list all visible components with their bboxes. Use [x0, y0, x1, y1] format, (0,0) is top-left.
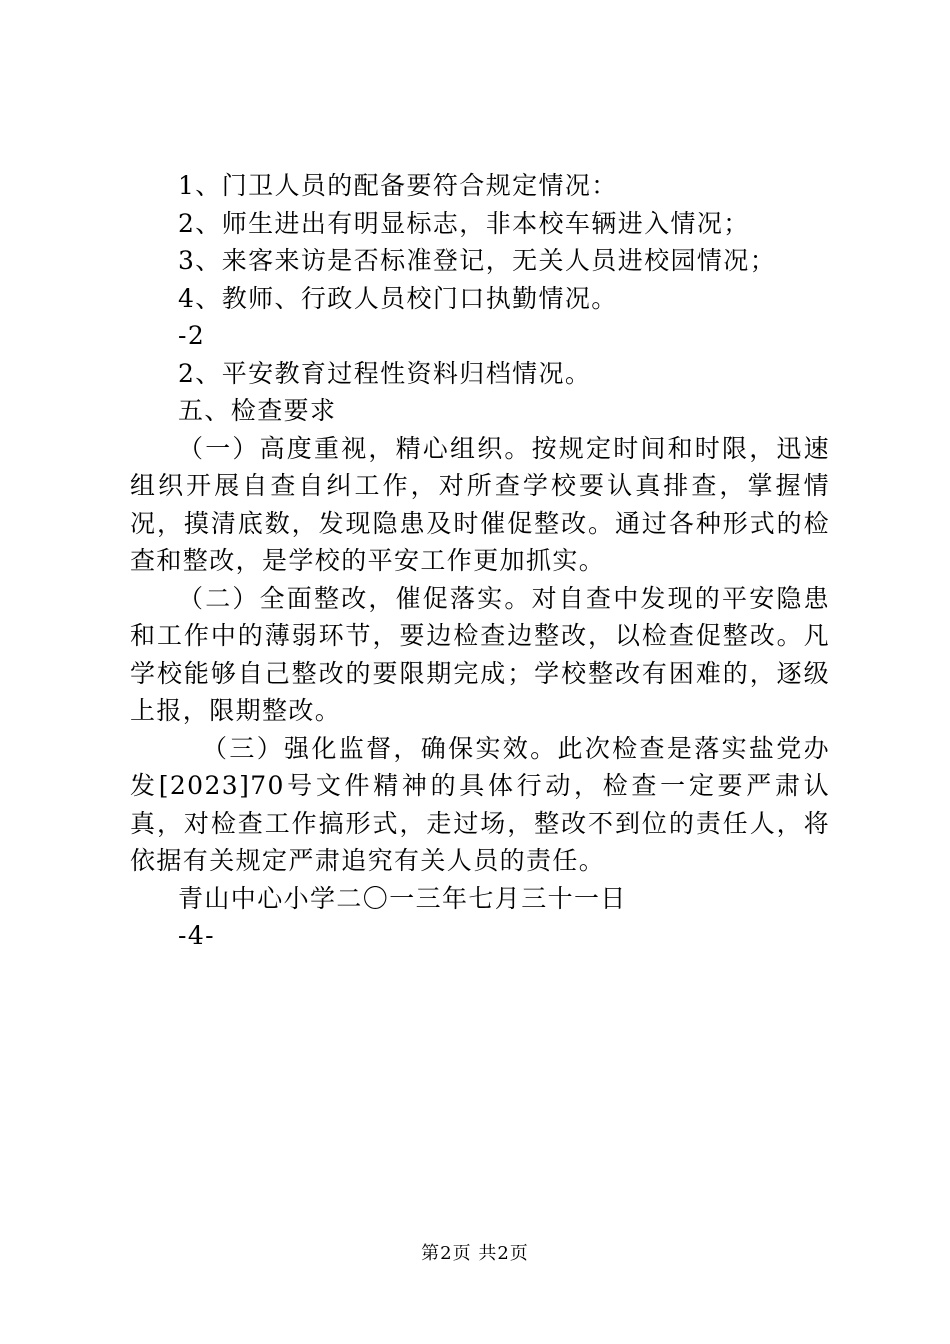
paragraph-requirement-2: （二）全面整改，催促落实。对自查中发现的平安隐患和工作中的薄弱环节，要边检查边整改，以检查促整改。凡学校能够自己整改的要限期完成；学校整改有困难的，逐级上报，限期整改。 — [130, 583, 830, 725]
page-marker: -4- — [178, 921, 216, 950]
checklist-item-2: 2、师生进出有明显标志，非本校车辆进入情况； — [178, 208, 750, 238]
page-break-marker: -2 — [178, 321, 206, 350]
checklist-item-archive: 2、平安教育过程性资料归档情况。 — [178, 358, 592, 388]
signature-line: 青山中心小学二〇一三年七月三十一日 — [178, 883, 627, 913]
checklist-item-4: 4、教师、行政人员校门口执勤情况。 — [178, 283, 618, 313]
paragraph-requirement-1: （一）高度重视，精心组织。按规定时间和时限，迅速组织开展自查自纠工作，对所查学校要认真排查，掌握情况，摸清底数，发现隐患及时催促整改。通过各种形式的检查和整改，是学校的平安工作更加抓实。 — [130, 433, 830, 575]
document-body — [130, 167, 830, 955]
page-footer: 第2页 共2页 — [421, 1243, 529, 1264]
checklist-item-1: 1、门卫人员的配备要符合规定情况： — [178, 171, 618, 200]
checklist-item-3: 3、来客来访是否标准登记，无关人员进校园情况； — [178, 246, 777, 275]
section-heading: 五、检查要求 — [178, 396, 337, 425]
paragraph-requirement-3: （三）强化监督，确保实效。此次检查是落实盐党办发[2023]70号文件精神的具体行动，检查一定要严肃认真，对检查工作搞形式，走过场，整改不到位的责任人，将依据有关规定严肃追究有关人员的责任。 — [130, 733, 830, 875]
